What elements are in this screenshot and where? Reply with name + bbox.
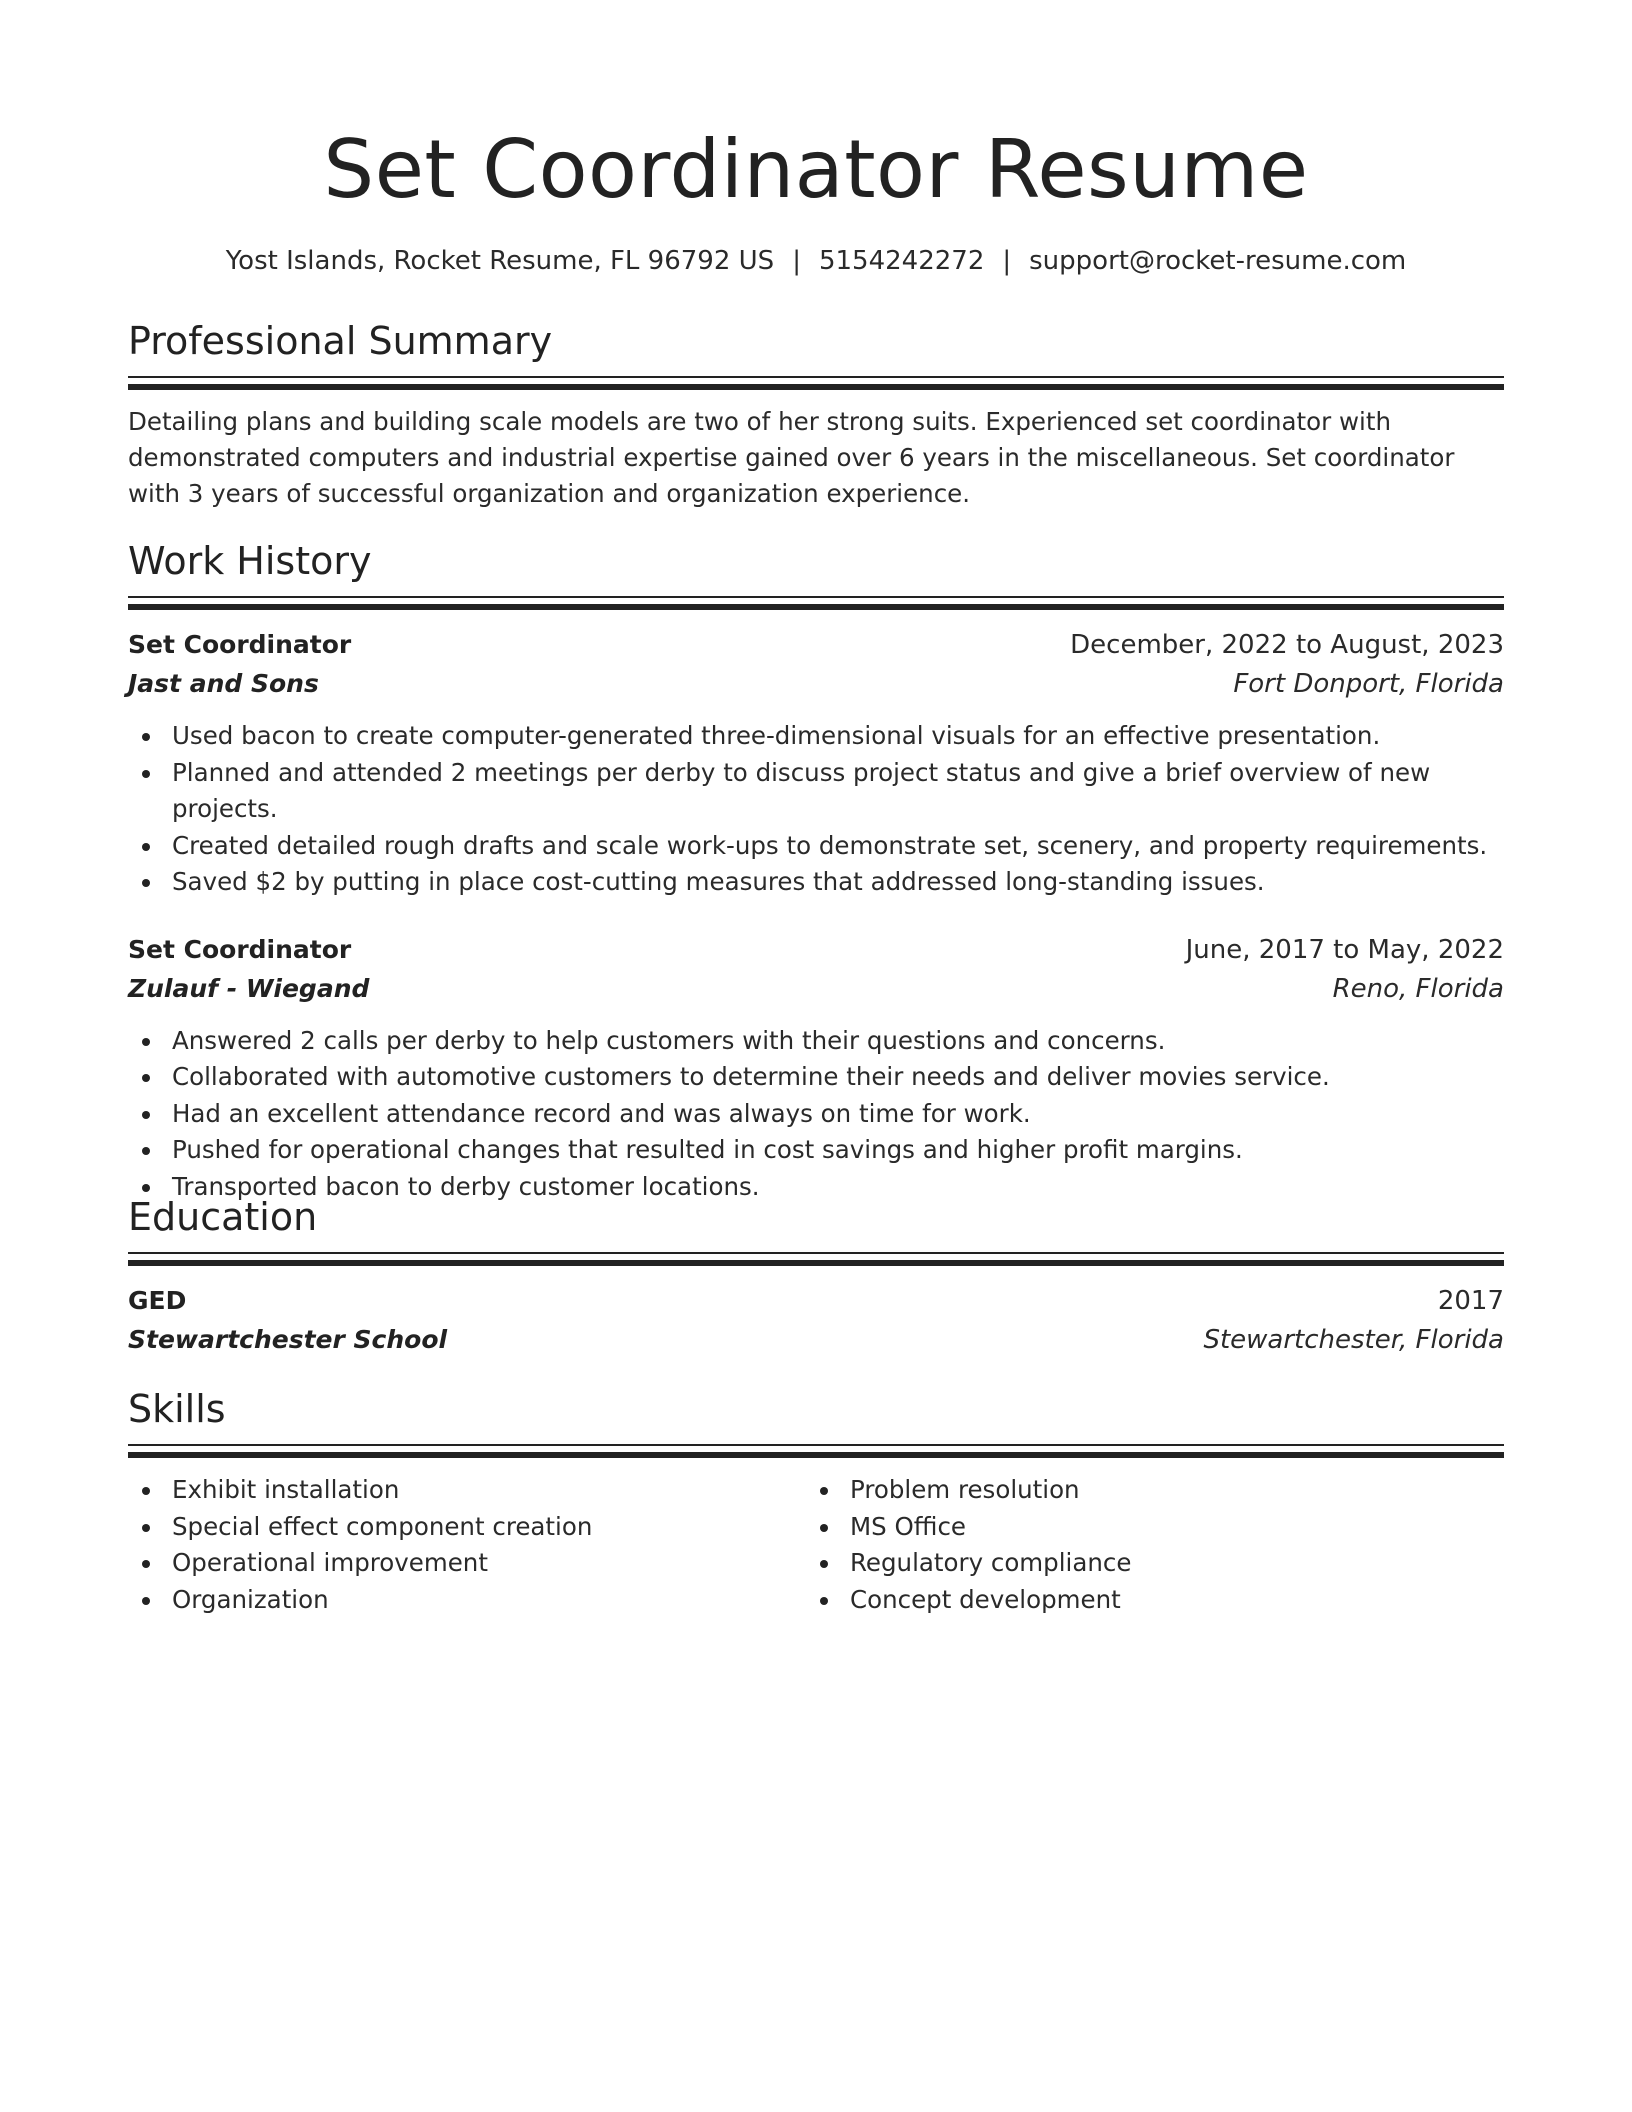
education-location: Stewartchester, Florida: [1203, 1325, 1504, 1355]
job-location: Reno, Florida: [1332, 973, 1504, 1004]
skill-item: Operational improvement: [128, 1545, 806, 1582]
list-item: Saved $2 by putting in place cost-cutting measures that addressed long-standing issues.: [128, 864, 1504, 901]
contact-email: support@rocket-resume.com: [1029, 246, 1407, 276]
work-history-section: [128, 538, 1504, 1205]
skill-item: Exhibit installation: [128, 1472, 806, 1509]
skills-columns: [128, 1472, 1504, 1618]
summary-heading: Professional Summary: [128, 319, 553, 363]
list-item: Pushed for operational changes that resulted in cost savings and higher profit margins.: [128, 1132, 1504, 1169]
skill-item: MS Office: [806, 1509, 1484, 1546]
skills-section: [128, 1386, 1504, 1618]
education-section: [128, 1194, 1504, 1360]
section-divider: [128, 1252, 1504, 1266]
list-item: Transported bacon to derby customer locations.: [128, 1169, 1504, 1206]
skills-list-left: [128, 1472, 806, 1618]
skill-item: Organization: [128, 1582, 806, 1619]
contact-separator: |: [792, 246, 801, 276]
skills-heading: Skills: [128, 1387, 226, 1431]
skill-item: Regulatory compliance: [806, 1545, 1484, 1582]
job-bullets: [128, 718, 1504, 901]
skill-item: Problem resolution: [806, 1472, 1484, 1509]
contact-phone: 5154242272: [818, 246, 985, 276]
job-company: Jast and Sons: [128, 669, 319, 698]
resume-title: Set Coordinator Resume: [323, 123, 1309, 216]
section-divider: [128, 596, 1504, 610]
education-heading: Education: [128, 1195, 318, 1239]
job-bullets: [128, 1023, 1504, 1206]
list-item: Collaborated with automotive customers to determine their needs and deliver movies service.: [128, 1059, 1504, 1096]
job-location: Fort Donport, Florida: [1233, 669, 1504, 699]
education-school: Stewartchester School: [128, 1325, 448, 1354]
job-title: Set Coordinator: [128, 630, 352, 659]
list-item: Planned and attended 2 meetings per derby to discuss project status and give a brief overview of new projects.: [128, 755, 1504, 828]
list-item: Answered 2 calls per derby to help customers with their questions and concerns.: [128, 1023, 1504, 1060]
job-dates: June, 2017 to May, 2022: [1185, 934, 1504, 965]
education-year: 2017: [1437, 1286, 1504, 1316]
education-degree: GED: [128, 1286, 187, 1315]
section-divider: [128, 376, 1504, 390]
contact-address: Yost Islands, Rocket Resume, FL 96792 US: [225, 246, 775, 276]
job-entry: [128, 626, 1504, 901]
job-entry: [128, 931, 1504, 1206]
education-entry: [128, 1282, 1504, 1360]
job-dates: December, 2022 to August, 2023: [1070, 630, 1504, 660]
contact-separator: |: [1002, 246, 1012, 276]
section-divider: [128, 1444, 1504, 1458]
job-company: Zulauf - Wiegand: [128, 973, 370, 1003]
resume-page: [128, 0, 1504, 1614]
summary-section: [128, 318, 1504, 512]
list-item: Had an excellent attendance record and was always on time for work.: [128, 1096, 1504, 1133]
contact-line: [128, 244, 1504, 278]
work-history-heading: Work History: [128, 539, 372, 583]
list-item: Used bacon to create computer-generated three-dimensional visuals for an effective presentation.: [128, 718, 1504, 755]
skill-item: Special effect component creation: [128, 1509, 806, 1546]
list-item: Created detailed rough drafts and scale work-ups to demonstrate set, scenery, and property requirements.: [128, 828, 1504, 865]
skills-list-right: [806, 1472, 1484, 1618]
skill-item: Concept development: [806, 1582, 1484, 1619]
job-title: Set Coordinator: [128, 934, 352, 964]
summary-text: Detailing plans and building scale models are two of her strong suits. Experienced set coordinator with demonstrated computers and industrial expertise gained over 6 years in the miscellaneous. Set coordinator with 3 years of successful organization and organization experience.: [128, 407, 1455, 508]
